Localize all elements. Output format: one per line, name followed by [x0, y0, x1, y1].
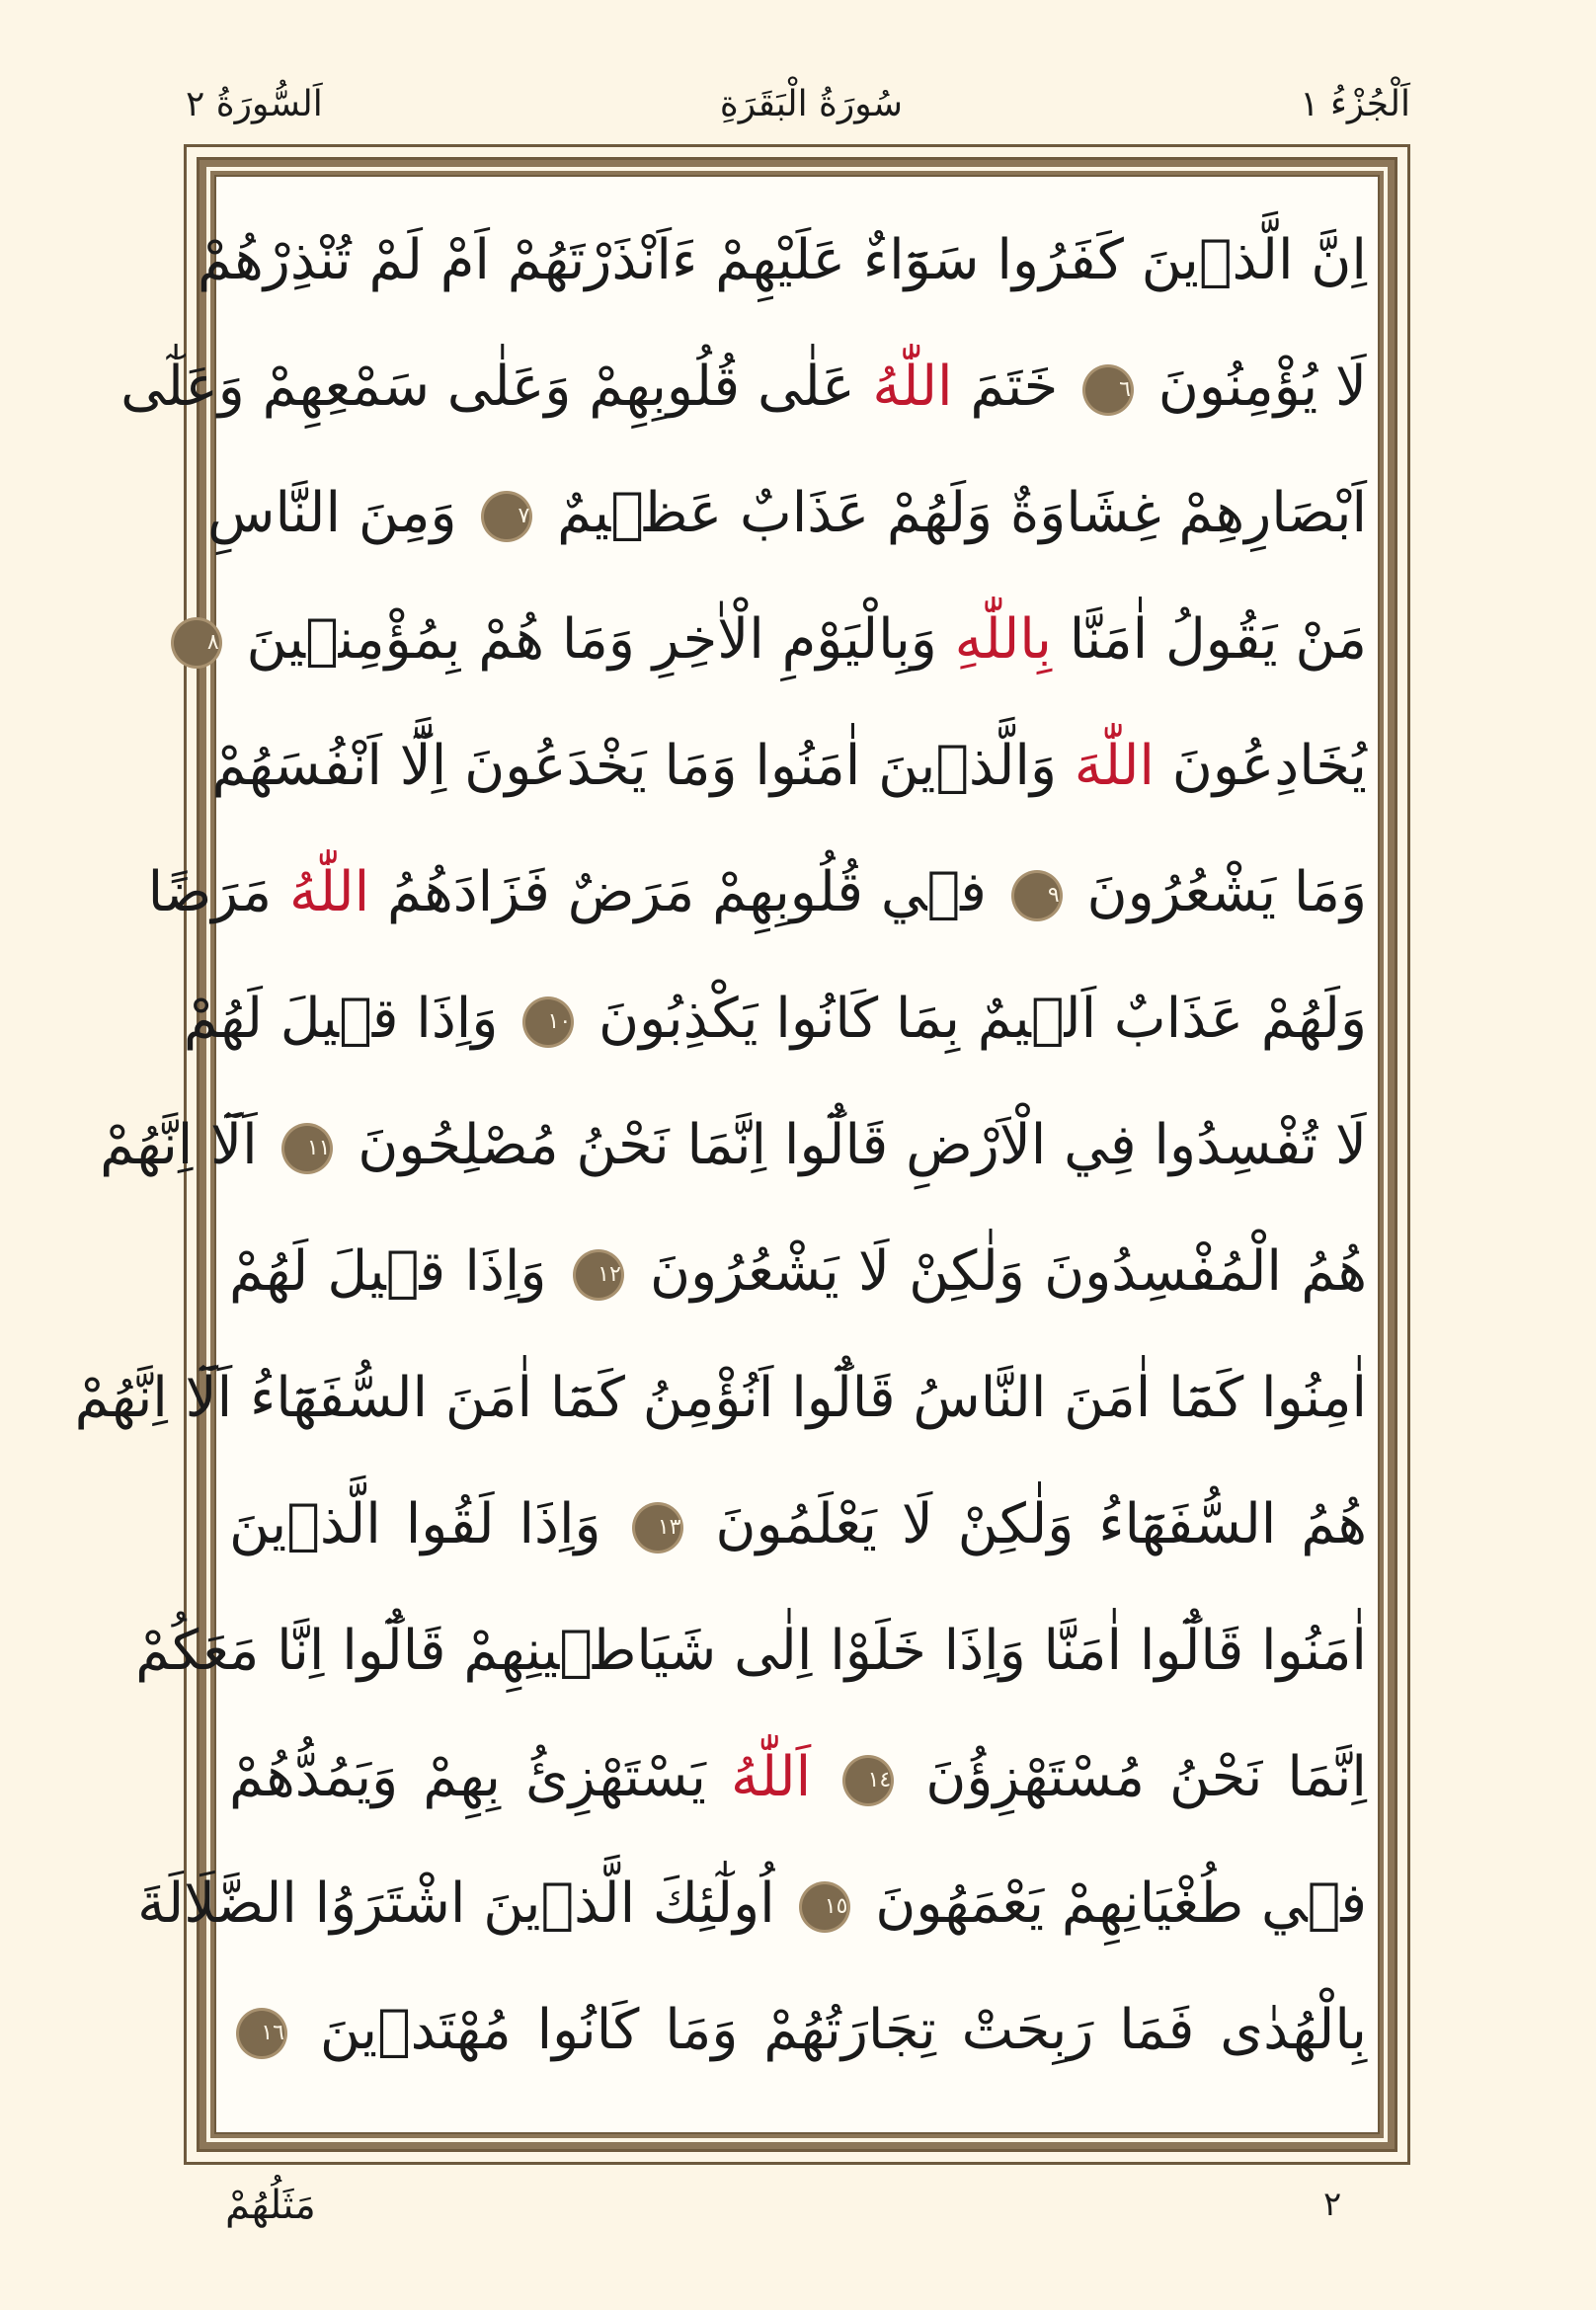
text-line	[206, 577, 1367, 703]
verse-text: اَلَٓا اِنَّهُمْ	[100, 1113, 276, 1177]
ayah-number-marker: ١٠	[525, 999, 571, 1045]
verse-text: وَبِالْيَوْمِ الْاٰخِرِ وَمَا هُمْ بِمُؤْمِنٖينَ	[228, 607, 955, 672]
ayah-number-marker: ١٣	[635, 1505, 680, 1551]
text-line	[198, 198, 1367, 324]
verse-text: هُمُ الْمُفْسِدُونَ وَلٰكِنْ لَا يَشْعُرُونَ	[630, 1239, 1368, 1304]
text-line	[229, 1462, 1367, 1588]
text-line	[229, 1714, 1367, 1841]
juz-label: اَلْجُزْءُ ١	[1300, 83, 1410, 124]
surah-name: سُورَةُ الْبَقَرَةِ	[719, 83, 904, 124]
text-line	[100, 1082, 1367, 1209]
verse-text: بِالْهُدٰى فَمَا رَبِحَتْ تِجَارَتُهُمْ وَمَا كَانُوا مُهْتَدٖينَ	[294, 1998, 1367, 2062]
verse-text: اَبْصَارِهِمْ غِشَاوَةٌ وَلَهُمْ عَذَابٌ عَظٖيمٌ	[539, 481, 1367, 545]
verse-text: فٖي قُلُوبِهِمْ مَرَضٌ فَزَادَهُمُ	[369, 860, 1004, 924]
verse-text: وَالَّذٖينَ اٰمَنُوا وَمَا يَخْدَعُونَ اِلَّٓا اَنْفُسَهُمْ	[211, 734, 1075, 798]
verse-text: وَمَا يَشْعُرُونَ	[1069, 860, 1367, 924]
verse-text: اِنَّمَا نَحْنُ مُسْتَهْزِؤُنَ	[901, 1745, 1367, 1809]
verse-text: وَاِذَا قٖيلَ لَهُمْ	[183, 987, 517, 1051]
divine-name-text: اَللّٰهُ	[730, 1745, 812, 1809]
verse-text: اٰمِنُوا كَمَٓا اٰمَنَ النَّاسُ قَالُٓوا اَنُؤْمِنُ كَمَٓا اٰمَنَ السُّفَهَٓاءُ اَلَٓا اِنَّهُمْ	[74, 1366, 1367, 1430]
verse-text: مَرَضًا	[147, 860, 289, 924]
ayah-number-marker: ٧	[484, 494, 529, 539]
text-line	[211, 703, 1367, 830]
divine-name-text: اللّٰهَ	[1074, 734, 1155, 798]
quran-text-area	[74, 198, 1368, 2127]
ayah-number-marker: ٦	[1085, 367, 1131, 413]
surah-number-label: اَلسُّورَةُ ٢	[186, 83, 323, 124]
ayah-number-marker: ٨	[174, 620, 219, 666]
verse-text: وَمِنَ النَّاسِ	[207, 481, 475, 545]
text-line	[137, 1841, 1367, 1967]
text-line	[183, 956, 1367, 1082]
catchword: مَثَلُهُمْ	[225, 2183, 316, 2228]
verse-text: فٖي طُغْيَانِهِمْ يَعْمَهُونَ	[857, 1872, 1367, 1936]
ayah-number-marker: ١٥	[802, 1884, 847, 1930]
verse-text: هُمُ السُّفَهَٓاءُ وَلٰكِنْ لَا يَعْلَمُونَ	[690, 1492, 1367, 1556]
ayah-number-marker: ١٤	[845, 1758, 891, 1803]
verse-text: يُخَادِعُونَ	[1154, 734, 1367, 798]
divine-name-text: بِاللّٰهِ	[954, 607, 1052, 672]
verse-text: اُولٰٓئِكَ الَّذٖينَ اشْتَرَوُا الضَّلَالَةَ	[137, 1872, 793, 1936]
verse-text: يَسْتَهْزِئُ بِهِمْ وَيَمُدُّهُمْ	[229, 1745, 731, 1809]
text-line	[147, 830, 1367, 956]
verse-text: لَا يُؤْمِنُونَ	[1140, 355, 1367, 419]
text-line	[135, 1588, 1367, 1714]
verse-text: اِنَّ الَّذٖينَ كَفَرُوا سَوَٓاءٌ عَلَيْهِمْ ءَاَنْذَرْتَهُمْ اَمْ لَمْ تُنْذِرْهُمْ	[198, 228, 1367, 292]
ayah-number-marker: ١٢	[576, 1252, 621, 1298]
verse-text: وَلَهُمْ عَذَابٌ اَلٖيمٌ بِمَا كَانُوا يَكْذِبُونَ	[581, 987, 1367, 1051]
verse-text: وَاِذَا قٖيلَ لَهُمْ	[229, 1239, 566, 1304]
text-line	[120, 324, 1367, 450]
verse-text: عَلٰى قُلُوبِهِمْ وَعَلٰى سَمْعِهِمْ وَعَلٰٓى	[120, 355, 873, 419]
verse-text: اٰمَنُوا قَالُٓوا اٰمَنَّا وَاِذَا خَلَوْا اِلٰى شَيَاطٖينِهِمْ قَالُٓوا اِنَّا مَعَكُمْ	[135, 1619, 1367, 1683]
text-line	[229, 1209, 1367, 1335]
divine-name-text: اللّٰهُ	[288, 860, 370, 924]
verse-text: خَتَمَ	[952, 355, 1076, 419]
verse-text: مَنْ يَقُولُ اٰمَنَّا	[1051, 607, 1367, 672]
ayah-number-marker: ٩	[1014, 873, 1060, 918]
ayah-number-marker: ١١	[284, 1126, 330, 1171]
verse-text: لَا تُفْسِدُوا فِي الْاَرْضِ قَالُٓوا اِنَّمَا نَحْنُ مُصْلِحُونَ	[340, 1113, 1367, 1177]
text-line	[229, 1967, 1367, 2094]
text-line	[74, 1335, 1367, 1462]
text-line	[207, 450, 1367, 577]
verse-text	[811, 1745, 836, 1809]
page-number: ٢	[1323, 2185, 1342, 2224]
verse-text: وَاِذَا لَقُوا الَّذٖينَ	[229, 1492, 626, 1556]
divine-name-text: اللّٰهُ	[872, 355, 953, 419]
ayah-number-marker: ١٦	[239, 2011, 284, 2056]
page-header	[186, 69, 1410, 138]
